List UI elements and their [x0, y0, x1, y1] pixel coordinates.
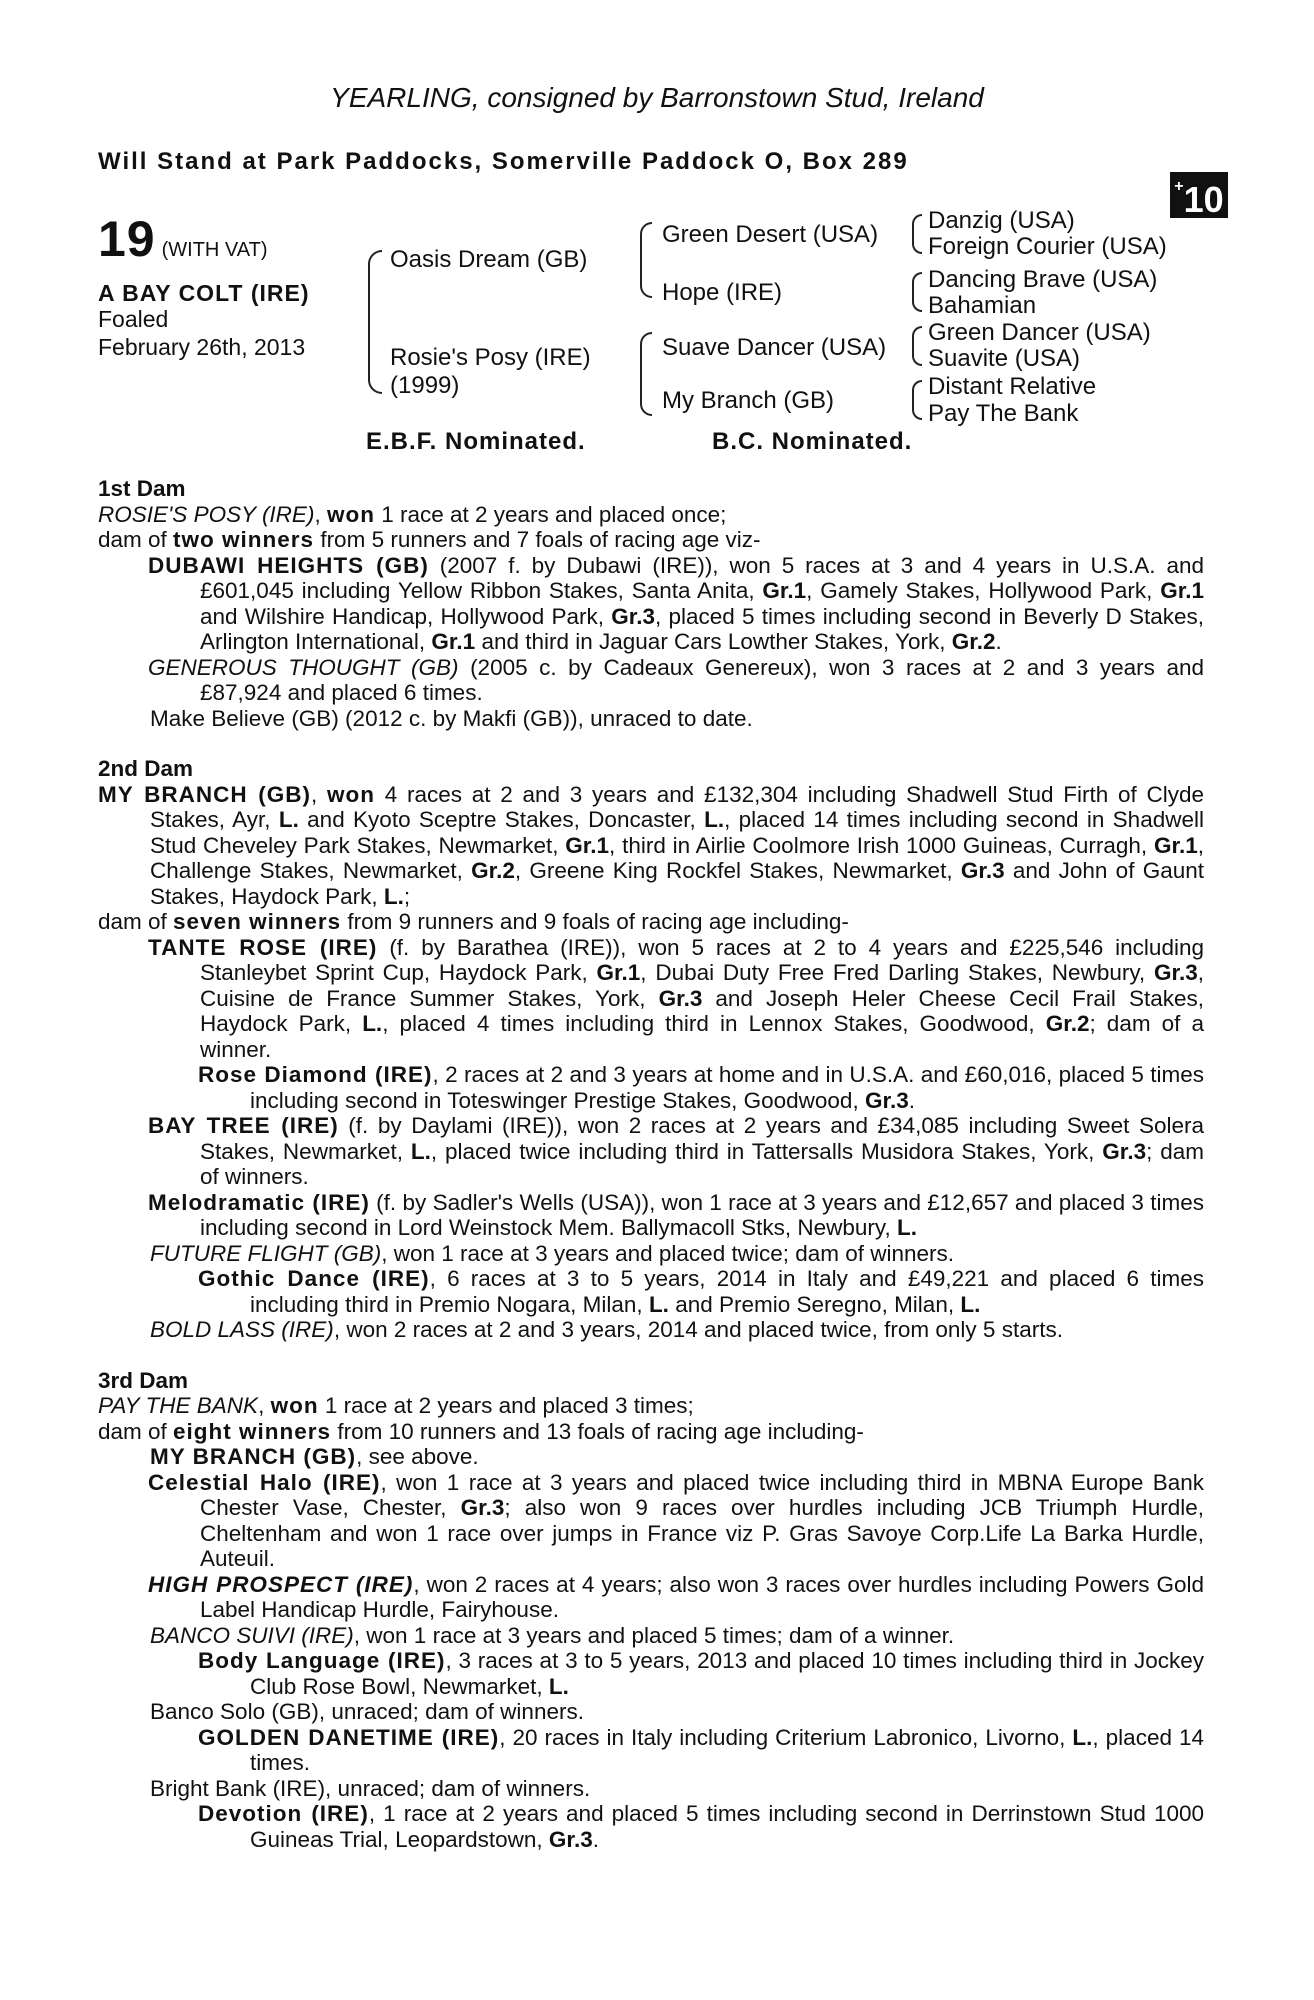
ped-ddd: Pay The Bank — [928, 400, 1079, 427]
second-dam-heading: 2nd Dam — [98, 756, 194, 781]
brace-dam-parents — [640, 332, 652, 416]
brace-1 — [912, 214, 922, 254]
entry-rose-diamond: Rose Diamond (IRE), 2 races at 2 and 3 years at home and in U.S.A. and £60,016, placed 5 times including second in Toteswinger Prestige Stakes, Goodwood, Gr.3. — [198, 1062, 1204, 1113]
ped-ssd: Foreign Courier (USA) — [928, 233, 1167, 260]
entry-my-branch: MY BRANCH (GB), won 4 races at 2 and 3 years and £132,304 including Shadwell Stud Firth of Clyde Stakes, Ayr, L. and Kyoto Sceptre Stakes, Doncaster, L., placed 14 times including second in Shadwell Stud Cheveley Park Stakes, Newmarket, Gr.1, third in Airlie Coolmore Irish 1000 Guineas, Curragh, Gr.1, Challenge Stakes, Newmarket, Gr.2, Greene King Rockfel Stakes, Newmarket, Gr.3 and John of Gaunt Stakes, Haydock Park, L.; — [98, 781, 1204, 909]
ped-dd: My Branch (GB) — [662, 387, 835, 414]
horse-name: A BAY COLT (IRE) — [98, 280, 310, 306]
badge-number: 10 — [1183, 179, 1224, 220]
ped-sdd: Bahamian — [928, 292, 1037, 319]
ped-dds: Distant Relative — [928, 373, 1097, 400]
entry-generous-thought: GENEROUS THOUGHT (GB) (2005 c. by Cadeaux Genereux), won 3 races at 2 and 3 years and £87,924 and placed 6 times. — [148, 654, 1204, 705]
entry-banco-suivi: BANCO SUIVI (IRE), won 1 race at 3 years and placed 5 times; dam of a winner. — [150, 1622, 955, 1648]
ebf-nominated: E.B.F. Nominated. — [366, 428, 586, 455]
ped-dam: Rosie's Posy (IRE) — [390, 344, 591, 371]
entry-bay-tree: BAY TREE (IRE) (f. by Daylami (IRE)), won 2 races at 2 years and £34,085 including Sweet Solera Stakes, Newmarket, L., placed twice including third in Tattersalls Musidora Stakes, York, Gr.3; dam of winners. — [148, 1113, 1204, 1189]
stand-location: Will Stand at Park Paddocks, Somerville Paddock O, Box 289 — [98, 148, 909, 175]
entry-my-branch-ref: MY BRANCH (GB), see above. — [150, 1444, 479, 1469]
ped-dam-year: (1999) — [390, 372, 460, 399]
ped-sss: Danzig (USA) — [928, 207, 1075, 234]
entry-golden-danetime: GOLDEN DANETIME (IRE), 20 races in Italy including Criterium Labronico, Livorno, L., placed 14 times. — [198, 1724, 1204, 1775]
entry-melodramatic: Melodramatic (IRE) (f. by Sadler's Wells (USA)), won 1 race at 3 years and £12,657 and placed 3 times including second in Lord Weinstock Mem. Ballymacoll Stks, Newbury, L. — [148, 1189, 1204, 1240]
first-dam-heading: 1st Dam — [98, 476, 186, 501]
lot-badge — [1170, 172, 1228, 218]
foaled-date: February 26th, 2013 — [98, 334, 306, 360]
entry-celestial-halo: Celestial Halo (IRE), won 1 race at 3 years and placed twice including third in MBNA Europe Bank Chester Vase, Chester, Gr.3; also won 9 races over hurdles including JCB Triumph Hurdle, Cheltenham and won 1 race over jumps in France viz P. Gras Savoye Corp.Life La Barka Hurdle, Auteuil. — [148, 1469, 1204, 1571]
first-dam-line: ROSIE'S POSY (IRE), won 1 race at 2 years and placed once; — [98, 501, 727, 527]
entry-bright-bank: Bright Bank (IRE), unraced; dam of winners. — [150, 1775, 591, 1801]
ped-dsd: Suavite (USA) — [928, 345, 1081, 372]
brace-3 — [912, 326, 922, 366]
entry-dubawi-heights: DUBAWI HEIGHTS (GB) (2007 f. by Dubawi (IRE)), won 5 races at 3 and 4 years in U.S.A. and £601,045 including Yellow Ribbon Stakes, Santa Anita, Gr.1, Gamely Stakes, Hollywood Park, Gr.1 and Wilshire Handicap, Hollywood Park, Gr.3, placed 5 times including second in Beverly D Stakes, Arlington International, Gr.1 and third in Jaguar Cars Lowther Stakes, York, Gr.2. — [148, 552, 1204, 654]
brace-sire-dam — [368, 250, 382, 394]
foaled-label: Foaled — [98, 306, 169, 332]
ped-dss: Green Dancer (USA) — [928, 319, 1151, 346]
brace-4 — [912, 380, 922, 420]
ped-ds: Suave Dancer (USA) — [662, 334, 887, 361]
third-dam-produce: dam of eight winners from 10 runners and 13 foals of racing age including- — [98, 1418, 864, 1444]
entry-future-flight: FUTURE FLIGHT (GB), won 1 race at 3 years and placed twice; dam of winners. — [150, 1240, 955, 1266]
third-dam-heading: 3rd Dam — [98, 1367, 189, 1393]
entry-high-prospect: HIGH PROSPECT (IRE), won 2 races at 4 years; also won 3 races over hurdles including Powers Gold Label Handicap Hurdle, Fairyhouse. — [148, 1571, 1204, 1622]
entry-body-language: Body Language (IRE), 3 races at 3 to 5 years, 2013 and placed 10 times including third in Jockey Club Rose Bowl, Newmarket, L. — [198, 1648, 1204, 1699]
ped-sd: Hope (IRE) — [662, 279, 783, 306]
entry-tante-rose: TANTE ROSE (IRE) (f. by Barathea (IRE)), won 5 races at 2 to 4 years and £225,546 including Stanleybet Sprint Cup, Haydock Park, Gr.1, Dubai Duty Free Fred Darling Stakes, Newbury, Gr.3, Cuisine de France Summer Stakes, York, Gr.3 and Joseph Heler Cheese Cecil Frail Stakes, Haydock Park, L., placed 4 times including third in Lennox Stakes, Goodwood, Gr.2; dam of a winner. — [148, 934, 1204, 1062]
ped-ss: Green Desert (USA) — [662, 221, 879, 248]
entry-gothic-dance: Gothic Dance (IRE), 6 races at 3 to 5 years, 2014 in Italy and £49,221 and placed 6 times including third in Premio Nogara, Milan, L. and Premio Seregno, Milan, L. — [198, 1266, 1204, 1317]
consignment-header: YEARLING, consigned by Barronstown Stud, Ireland — [330, 82, 984, 113]
ped-sds: Dancing Brave (USA) — [928, 266, 1158, 293]
second-dam-produce: dam of seven winners from 9 runners and 9 foals of racing age including- — [98, 909, 849, 934]
lot-number: 19 — [98, 211, 156, 267]
lot-number-line — [98, 210, 268, 268]
catalogue-body — [98, 476, 1204, 1852]
entry-banco-solo: Banco Solo (GB), unraced; dam of winners. — [150, 1699, 584, 1724]
badge-plus: + — [1174, 178, 1184, 195]
entry-pay-the-bank: PAY THE BANK, won 1 race at 2 years and placed 3 times; — [98, 1393, 694, 1418]
first-dam-produce: dam of two winners from 5 runners and 7 foals of racing age viz- — [98, 527, 761, 552]
brace-sire-parents — [640, 222, 652, 298]
bc-nominated: B.C. Nominated. — [712, 428, 913, 455]
entry-devotion: Devotion (IRE), 1 race at 2 years and placed 5 times including second in Derrinstown Stud 1000 Guineas Trial, Leopardstown, Gr.3. — [198, 1801, 1204, 1852]
vat-note: (WITH VAT) — [161, 239, 268, 261]
brace-2 — [912, 272, 922, 312]
ped-sire: Oasis Dream (GB) — [390, 246, 588, 273]
entry-make-believe: Make Believe (GB) (2012 c. by Makfi (GB)), unraced to date. — [150, 705, 753, 731]
entry-bold-lass: BOLD LASS (IRE), won 2 races at 2 and 3 years, 2014 and placed twice, from only 5 starts. — [150, 1317, 1063, 1342]
